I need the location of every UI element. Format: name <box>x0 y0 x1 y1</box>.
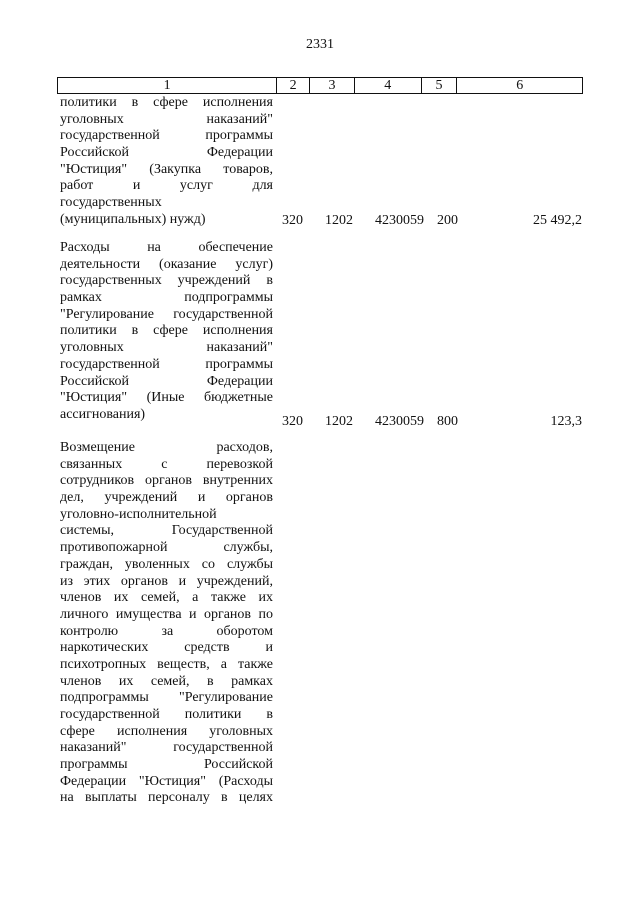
row-2-col-5: 800 <box>437 414 458 429</box>
column-header-3: 3 <box>310 78 355 93</box>
row-2-col-4: 4230059 <box>375 414 424 429</box>
row-1-col-6: 25 492,2 <box>533 213 582 228</box>
text-line: Возмещение расходов, <box>60 440 273 455</box>
column-header-6: 6 <box>516 78 524 93</box>
row-1-col-5: 200 <box>437 213 458 228</box>
text-line: граждан, уволенных со службы <box>60 556 273 572</box>
text-line: членов их семей, в рамках <box>60 673 273 689</box>
text-line: на выплаты персоналу в целях <box>60 790 273 806</box>
text-line: психотропных веществ, а также <box>60 656 273 672</box>
text-line: контролю за оборотом <box>60 623 273 639</box>
text-line: уголовных наказаний" <box>60 340 273 356</box>
column-header-5: 5 <box>422 78 458 93</box>
text-line: ассигнования) <box>60 406 146 422</box>
text-line: личного имущества и органов по <box>60 606 273 622</box>
row-2-col-3: 1202 <box>325 414 353 429</box>
text-line: связанных с перевозкой <box>60 456 273 472</box>
column-header-1: 1 <box>58 78 277 93</box>
row-1-col-2: 320 <box>282 213 303 228</box>
text-line: программы Российской <box>60 757 273 773</box>
row-2-col-2: 320 <box>282 414 303 429</box>
column-header-4: 4 <box>355 78 422 93</box>
column-header-row <box>57 77 583 94</box>
text-line: государственной программы <box>60 356 273 372</box>
text-line: Расходы на обеспечение <box>60 240 273 255</box>
text-line: "Регулирование государственной <box>60 306 273 322</box>
text-line: наказаний" государственной <box>60 740 273 756</box>
text-line: политики в сфере исполнения <box>60 323 273 339</box>
text-line: государственных <box>60 195 162 211</box>
row-2-col-6: 123,3 <box>550 414 582 429</box>
text-line: подпрограммы "Регулирование <box>60 690 273 706</box>
text-line: членов их семей, а также их <box>60 590 273 606</box>
row-1-col-3: 1202 <box>325 213 353 228</box>
text-line: рамках подпрограммы <box>60 290 273 306</box>
row-1-col-4: 4230059 <box>375 213 424 228</box>
text-line: противопожарной службы, <box>60 540 273 556</box>
row-1-description <box>60 95 273 229</box>
text-line: сфере исполнения уголовных <box>60 723 273 739</box>
text-line: сотрудников органов внутренних <box>60 473 273 489</box>
text-line: государственной политики в <box>60 707 273 722</box>
text-line: Российской Федерации <box>60 373 273 389</box>
text-line: государственных учреждений в <box>60 273 273 289</box>
text-line: дел, учреждений и органов <box>60 490 273 506</box>
text-line: системы, Государственной <box>60 523 273 539</box>
text-line: работ и услуг для <box>60 178 273 194</box>
text-line: политики в сфере исполнения <box>60 95 273 110</box>
column-header-2: 2 <box>277 78 310 93</box>
text-line: (муниципальных) нужд) <box>60 211 206 227</box>
text-line: наркотических средств и <box>60 640 273 656</box>
text-line: уголовно-исполнительной <box>60 506 217 522</box>
text-line: Российской Федерации <box>60 145 273 161</box>
text-line: "Юстиция" (Иные бюджетные <box>60 390 273 406</box>
row-3-description <box>60 440 273 807</box>
text-line: из этих органов и учреждений, <box>60 573 273 589</box>
page-number: 2331 <box>306 37 334 52</box>
text-line: уголовных наказаний" <box>60 111 273 127</box>
text-line: государственной программы <box>60 128 273 144</box>
row-2-description <box>60 240 273 424</box>
text-line: "Юстиция" (Закупка товаров, <box>60 161 273 177</box>
text-line: деятельности (оказание услуг) <box>60 256 273 272</box>
text-line: Федерации "Юстиция" (Расходы <box>60 773 273 789</box>
